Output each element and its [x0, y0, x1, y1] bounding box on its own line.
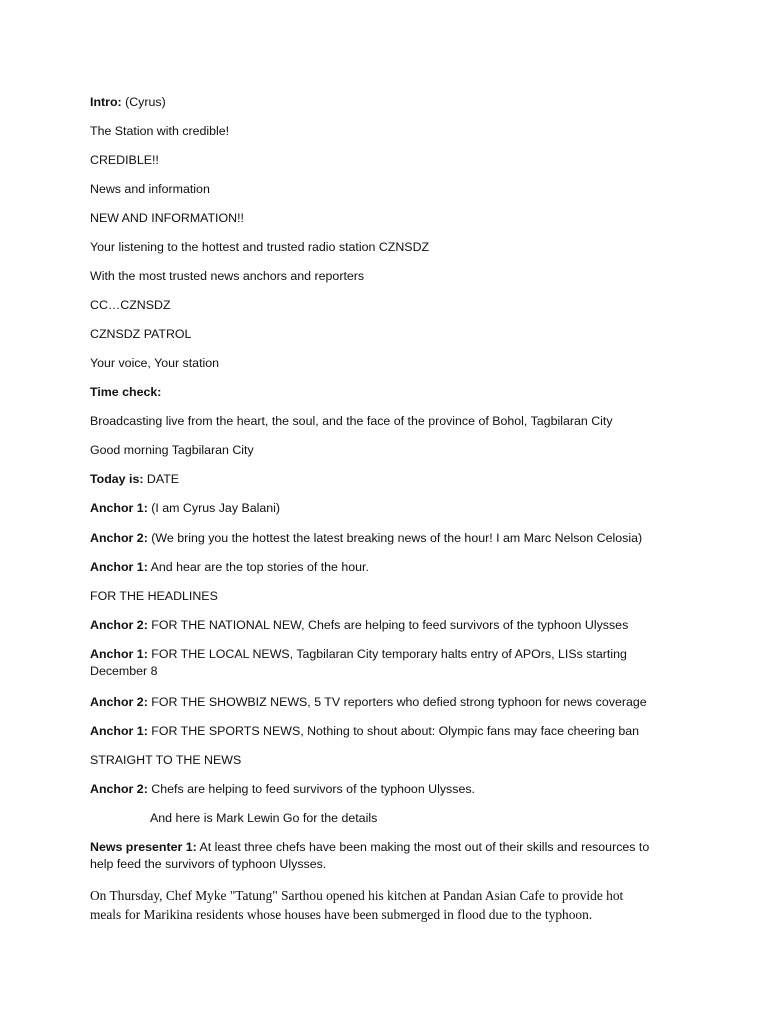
anchor-entry	[90, 559, 690, 576]
news-info-line: News and information	[90, 182, 210, 196]
speaker-text: FOR THE SHOWBIZ NEWS, 5 TV reporters who defied strong typhoon for news coverage	[147, 695, 647, 709]
headline-entry	[90, 694, 690, 711]
intro-label: Intro:	[90, 95, 122, 109]
speaker-label: Anchor 1:	[90, 560, 148, 574]
voice-line: Your voice, Your station	[90, 356, 220, 370]
body-paragraph: On Thursday, Chef Myke "Tatung" Sarthou opened his kitchen at Pandan Asian Cafe to provide hot meals for Marikina residents whose houses have been submerged in flood due to the typhoon.	[90, 888, 624, 922]
speaker-label: Anchor 1:	[90, 501, 148, 515]
speaker-text: FOR THE SPORTS NEWS, Nothing to shout about: Olympic fans may face cheering ban	[147, 724, 640, 738]
speaker-label: Anchor 2:	[90, 782, 148, 796]
straight-news-heading: STRAIGHT TO THE NEWS	[90, 753, 242, 767]
speaker-label: Anchor 2:	[90, 618, 148, 632]
speaker-label: Anchor 2:	[90, 695, 148, 709]
patrol-line: CZNSDZ PATROL	[90, 327, 192, 341]
speaker-text: (I am Cyrus Jay Balani)	[147, 501, 281, 515]
new-info-caps-line: NEW AND INFORMATION!!	[90, 211, 244, 225]
anchor-entry	[90, 530, 690, 547]
listening-line: Your listening to the hottest and trusted radio station CZNSDZ	[90, 240, 430, 254]
time-check-label: Time check:	[90, 385, 162, 399]
speaker-text: (We bring you the hottest the latest breaking news of the hour! I am Marc Nelson Celosia)	[147, 531, 643, 545]
speaker-text: FOR THE NATIONAL NEW, Chefs are helping to feed survivors of the typhoon Ulysses	[147, 618, 629, 632]
speaker-label: Anchor 1:	[90, 724, 148, 738]
details-line: And here is Mark Lewin Go for the details	[150, 811, 378, 825]
headline-entry	[90, 617, 690, 634]
today-label: Today is:	[90, 472, 144, 486]
intro-line	[90, 94, 690, 111]
presenter-entry	[90, 839, 675, 873]
headlines-heading: FOR THE HEADLINES	[90, 589, 218, 603]
speaker-label: Anchor 2:	[90, 531, 148, 545]
station-line: The Station with credible!	[90, 124, 230, 138]
credible-line: CREDIBLE!!	[90, 153, 159, 167]
headline-entry	[90, 723, 690, 740]
broadcasting-line: Broadcasting live from the heart, the soul, and the face of the province of Bohol, Tagbilaran City	[90, 414, 613, 428]
intro-value: (Cyrus)	[121, 95, 166, 109]
good-morning-line: Good morning Tagbilaran City	[90, 443, 254, 457]
trusted-line: With the most trusted news anchors and reporters	[90, 269, 365, 283]
speaker-text: At least three chefs have been making the most out of their skills and resources to help feed the survivors of typhoon Ulysses.	[90, 840, 650, 871]
speaker-label: Anchor 1:	[90, 647, 148, 661]
anchor-entry	[90, 500, 690, 517]
today-line	[90, 471, 690, 488]
today-value: DATE	[143, 472, 180, 486]
speaker-text: Chefs are helping to feed survivors of the typhoon Ulysses.	[147, 782, 475, 796]
speaker-text: FOR THE LOCAL NEWS, Tagbilaran City temporary halts entry of APOrs, LISs starting December 8	[90, 647, 627, 678]
cc-line: CC…CZNSDZ	[90, 298, 171, 312]
speaker-text: And hear are the top stories of the hour.	[147, 560, 369, 574]
speaker-label: News presenter 1:	[90, 840, 197, 854]
news-anchor-entry	[90, 781, 690, 798]
headline-entry	[90, 646, 675, 680]
time-check-line	[90, 384, 690, 401]
